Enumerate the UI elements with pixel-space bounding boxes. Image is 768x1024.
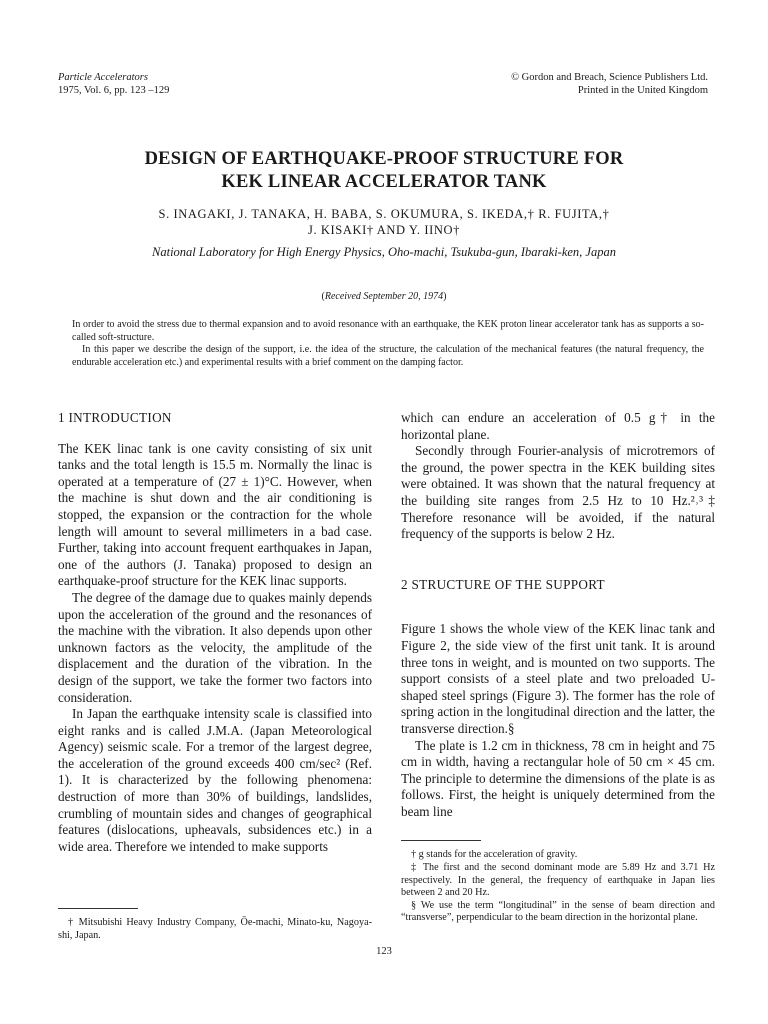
printed-in: Printed in the United Kingdom <box>577 85 708 96</box>
affiliation: National Laboratory for High Energy Physics, Oho-machi, Tsukuba-gun, Ibaraki-ken, Japan <box>152 245 616 259</box>
publisher-name: © Gordon and Breach, Science Publishers Ltd. <box>511 72 708 83</box>
author-list <box>60 206 708 238</box>
left-column <box>58 410 372 855</box>
body-paragraph: The degree of the damage due to quakes mainly depends upon the acceleration of the ground and the resonances of the machine with the vibration. It also depends upon other unknown factors as the velocity, the amplitude of the displacement and the duration of the vibration. In the design of the support, we take the former two factors into consideration. <box>58 589 372 705</box>
page-number: 123 <box>376 946 392 957</box>
publisher-header <box>511 71 708 97</box>
body-paragraph: In Japan the earthquake intensity scale is classified into eight ranks and is called J.M.A. (Japan Meteorological Agency) seismic scale. For a tremor of the largest degree, the acceleration of the ground exceeds 400 cm/sec² (Ref. 1). It is characterized by the following phenomena: destruction of more than 30% of buildings, landslides, crumbling of mountain sides and changes of geographical features (dislocations, upheavals, subsidences etc.) in a wide area. Therefore we intended to make supports <box>58 706 372 854</box>
footnote: ‡ The first and the second dominant mode are 5.89 Hz and 3.71 Hz respectively. In the general, the frequency of earthquake in Japan lies between 2 and 20 Hz. <box>401 862 715 899</box>
section-spacer <box>401 607 715 621</box>
journal-volume: 1975, Vol. 6, pp. 123 –129 <box>58 85 170 96</box>
authors-line-2: J. KISAKI† AND Y. IINO† <box>308 223 460 237</box>
received-text: Received September 20, 1974 <box>324 291 444 302</box>
paper-title <box>60 148 708 194</box>
journal-name: Particle Accelerators <box>58 72 148 83</box>
section-heading-introduction: 1 INTRODUCTION <box>58 410 172 425</box>
left-footnote-area <box>58 908 372 942</box>
received-date <box>60 290 708 303</box>
body-paragraph: Figure 1 shows the whole view of the KEK linac tank and Figure 2, the side view of the first unit tank. It is around three tons in weight, and is mounted on two supports. The support consists of a steel plate and two preloaded U-shaped steel springs (Figure 3). The former has the role of spring action in the longitudinal direction and the latter, the transverse direction.§ <box>401 621 715 736</box>
body-paragraph: The KEK linac tank is one cavity consisting of six unit tanks and the total length is 15.5 m. Normally the linac is operated at a temperature of (27 ± 1)°C. However, when the machine is shut down and the air conditioning is stopped, the expansion or the contraction for the whole length will amount to several millimeters in a bad case. Further, taking into account frequent earthquakes in Japan, one of the authors (J. Tanaka) proposed to design an earthquake-proof structure for the KEK linac supports. <box>58 440 372 589</box>
footnote: † g stands for the acceleration of gravity. <box>411 849 578 861</box>
right-footnotes <box>401 849 715 925</box>
footnote: § We use the term “longitudinal” in the sense of beam direction and “transverse”, perpendicular to the beam direction in the horizontal plane. <box>401 899 715 924</box>
body-paragraph: Secondly through Fourier-analysis of microtremors of the ground, the power spectra in the KEK building sites were obtained. It was shown that the natural frequency at the building site ranges from 2.5 Hz to 10 Hz.²˒³‡ Therefore resonance will be avoided, if the natural frequency of the supports is below 2 Hz. <box>401 443 715 542</box>
section-spacer <box>401 543 715 577</box>
body-paragraph: The plate is 1.2 cm in thickness, 78 cm in height and 75 cm in width, having a rectangular hole of 50 cm × 45 cm. The principle to determine the dimensions of the plate is as follows. First, the height is uniquely determined from the beam line <box>401 737 715 819</box>
authors-line-1: S. INAGAKI, J. TANAKA, H. BABA, S. OKUMURA, S. IKEDA,† R. FUJITA,† <box>158 207 610 221</box>
title-line-2: KEK LINEAR ACCELERATOR TANK <box>221 172 547 192</box>
section-heading-structure: 2 STRUCTURE OF THE SUPPORT <box>401 576 605 592</box>
body-paragraph: which can endure an acceleration of 0.5 g† in the horizontal plane. <box>401 410 715 442</box>
received-close-paren: ) <box>443 291 447 302</box>
abstract-paragraph: In order to avoid the stress due to thermal expansion and to avoid resonance with an earthquake, the KEK proton linear accelerator tank has as supports a so-called soft-structure. <box>72 319 704 343</box>
journal-header <box>58 71 169 97</box>
title-line-1: DESIGN OF EARTHQUAKE-PROOF STRUCTURE FOR <box>144 149 624 169</box>
abstract-paragraph: In this paper we describe the design of the support, i.e. the idea of the structure, the calculation of the mechanical features (the natural frequency, the endurable acceleration etc.) and experimental results with a brief comment on the damping factor. <box>72 344 704 368</box>
footnote: † Mitsubishi Heavy Industry Company, Ōe-machi, Minato-ku, Nagoya-shi, Japan. <box>58 917 372 941</box>
received-open-paren: ( <box>321 291 325 302</box>
abstract <box>72 319 704 369</box>
footnote-rule <box>58 908 138 909</box>
footnote-rule <box>401 840 481 841</box>
right-column <box>401 410 715 925</box>
